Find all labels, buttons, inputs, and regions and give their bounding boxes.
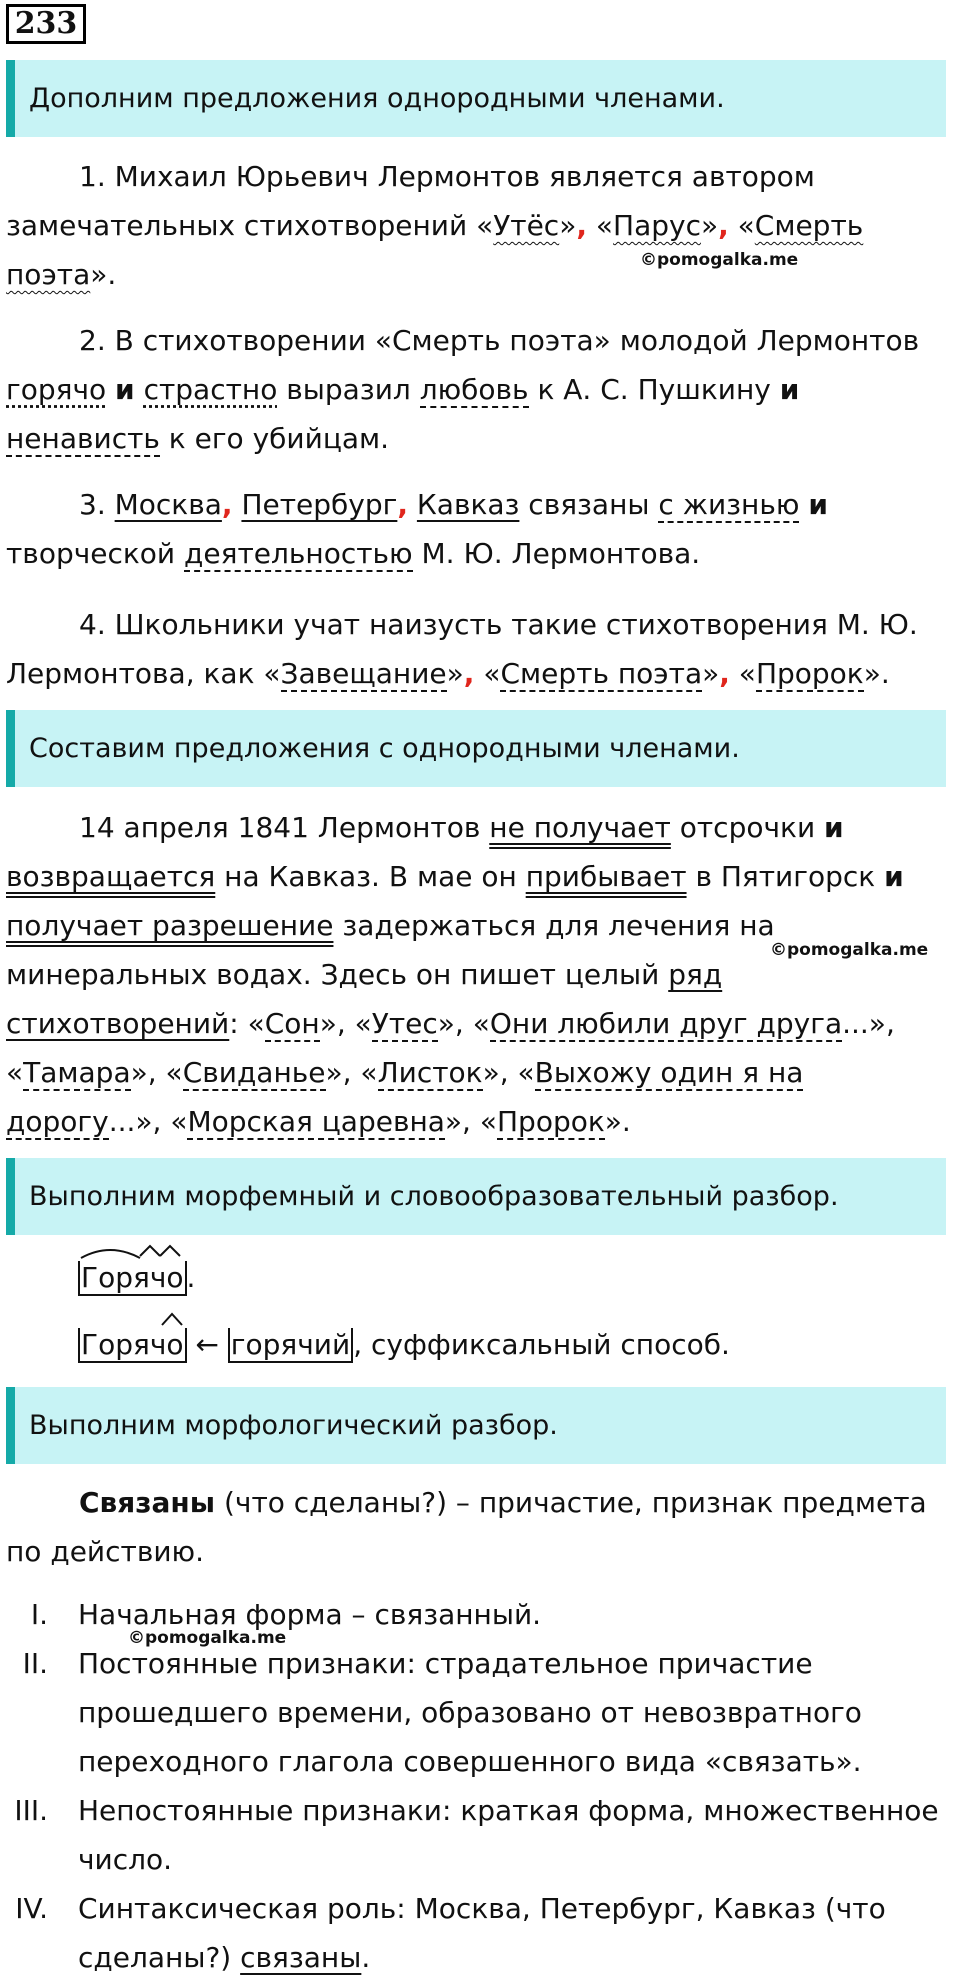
task-number: 233 (6, 4, 86, 44)
heading-text: Выполним морфемный и словообразовательный разбор. (29, 1181, 839, 1212)
heading-text: Составим предложения с однородными членами. (29, 733, 740, 764)
arrow-left-icon: ← (195, 1328, 219, 1361)
sentence-4: 4. Школьники учат наизусть такие стихотворения М. Ю. Лермонтова, как «Завещание», «Смерть поэта», «Пророк». (6, 608, 918, 690)
watermark: ©pomogalka.me (770, 940, 929, 960)
section-heading-2 (6, 710, 946, 787)
text-paragraph: 14 апреля 1841 Лермонтов не получает отсрочки и возвращается на Кавказ. В мае он прибывает в Пятигорск и получает разрешение задержаться для лечения на минеральных водах. Здесь он пишет целый ряд стихотворений: «Сон», «Утес», «Они любили друг друга...», «Тамара», «Свиданье», «Листок», «Выхожу один я на дорогу...», «Морская царевна», «Пророк». (6, 811, 904, 1138)
morpheme-marks-icon (78, 1240, 198, 1262)
morpheme-analysis: Горячо . (78, 1258, 195, 1298)
source-word: горячий (228, 1328, 353, 1363)
watermark: ©pomogalka.me (640, 250, 799, 270)
watermark: ©pomogalka.me (128, 1628, 287, 1648)
section-heading-1 (6, 60, 946, 137)
derived-word: Горячо (78, 1325, 187, 1365)
sentence-1: 1. Михаил Юрьевич Лермонтов является автором замечательных стихотворений «Утёс», «Парус», «Смерть поэта». (6, 160, 864, 291)
morph-intro: Связаны (что сделаны?) – причастие, признак предмета по действию. (6, 1486, 927, 1568)
section-heading-3 (6, 1158, 946, 1235)
suffix-mark-icon (160, 1311, 184, 1329)
heading-text: Дополним предложения однородными членами. (29, 83, 725, 114)
sentence-2: 2. В стихотворении «Смерть поэта» молодой Лермонтов горячо и страстно выразил любовь к А. С. Пушкину и ненависть к его убийцам. (6, 324, 920, 455)
section-heading-4 (6, 1387, 946, 1464)
heading-text: Выполним морфологический разбор. (29, 1410, 558, 1441)
sentence-3: 3. Москва, Петербург, Кавказ связаны с жизнью и творческой деятельностью М. Ю. Лермонтова. (6, 488, 828, 570)
word-formation-analysis: Горячо ← горячий , суффиксальный способ. (78, 1325, 730, 1365)
morpheme-word: Горячо (78, 1258, 187, 1298)
